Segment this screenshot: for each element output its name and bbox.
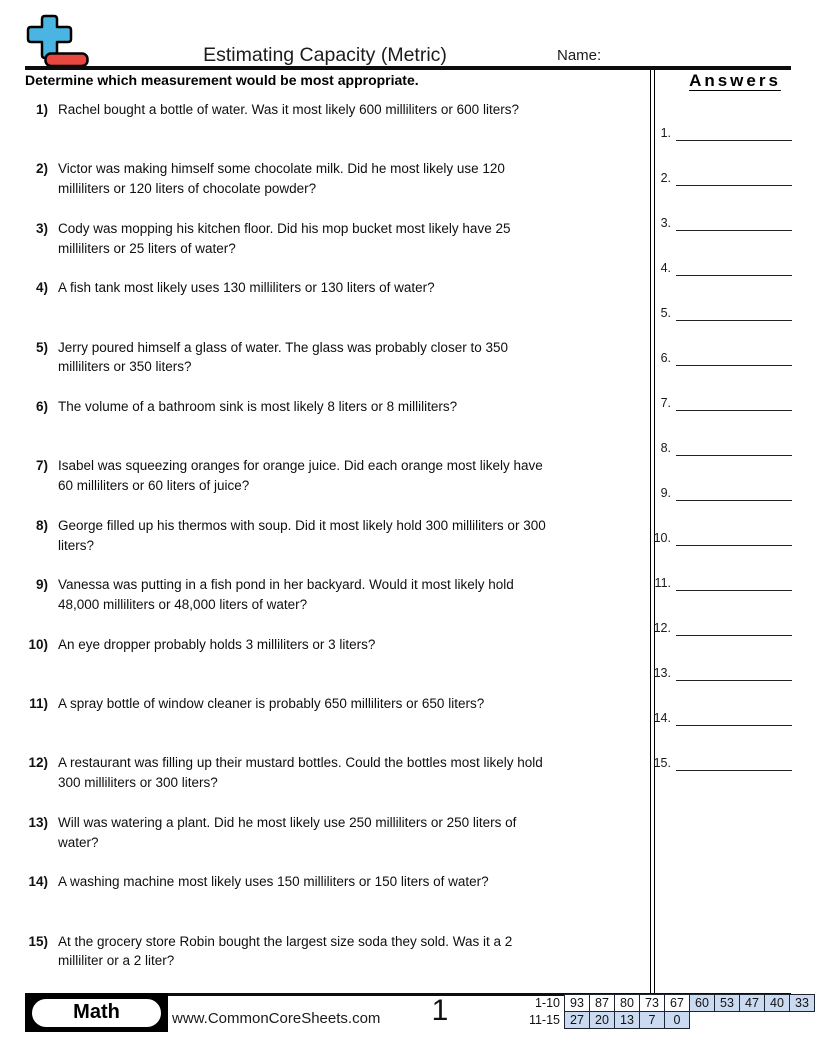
question-text [58, 219, 510, 258]
question-number: 3) [35, 220, 48, 236]
answer-number: 9. [660, 486, 671, 500]
answer-number: 11. [654, 576, 671, 590]
question-text-line: Rachel bought a bottle of water. Was it most likely 600 milliliters or 600 liters? [58, 102, 519, 117]
question-text-line: Cody was mopping his kitchen floor. Did his mop bucket most likely have 25 [58, 220, 511, 236]
question-text-line: At the grocery store Robin bought the largest size soda they sold. Was it a 2 [58, 933, 513, 949]
question-text-line: An eye dropper probably holds 3 milliliters or 3 liters? [58, 636, 376, 652]
answer-number: 10. [653, 531, 671, 545]
answer-blank-line [676, 392, 792, 411]
question-text-line: milliliter or a 2 liter? [58, 953, 175, 969]
name-label: Name: [557, 47, 602, 64]
score-grid-cell: 20 [589, 1011, 615, 1029]
score-grid-cell: 0 [664, 1011, 690, 1029]
question-text-line: Jerry poured himself a glass of water. The glass was probably closer to 350 [58, 339, 508, 355]
score-grid-cell: 40 [764, 994, 790, 1012]
question-number: 4) [35, 280, 48, 296]
question-text [58, 516, 546, 555]
question-number: 9) [35, 577, 48, 593]
question-number: 13) [28, 814, 48, 830]
answer-number: 8. [660, 441, 671, 455]
answer-number: 14. [653, 711, 671, 725]
header-rule [25, 66, 791, 70]
question-text-line: A spray bottle of window cleaner is probably 650 milliliters or 650 liters? [58, 696, 485, 711]
answer-blank-line [676, 572, 792, 591]
question-text-line: milliliters or 350 liters? [58, 359, 192, 375]
answer-number: 6. [660, 351, 671, 365]
question-text-line: Victor was making himself some chocolate milk. Did he most likely use 120 [58, 161, 505, 177]
score-grid-cell: 53 [714, 994, 740, 1012]
question-number: 8) [35, 517, 48, 533]
answer-blank-line [676, 482, 792, 501]
answer-item [652, 527, 792, 546]
score-grid-cell: 80 [614, 994, 640, 1012]
question-text-line: Isabel was squeezing oranges for orange juice. Did each orange most likely have [58, 458, 543, 474]
answer-blank-line [676, 347, 792, 366]
score-grid-cell: 47 [739, 994, 765, 1012]
score-grid-cell: 60 [689, 994, 715, 1012]
answer-item [652, 257, 792, 276]
answer-number: 2. [660, 171, 671, 185]
answer-number: 1. [660, 126, 671, 140]
answer-item [652, 752, 792, 771]
question-text-line: A restaurant was filling up their mustard bottles. Could the bottles most likely hold [58, 755, 543, 771]
question-number: 15) [28, 933, 48, 949]
question-text-line: 300 milliliters or 300 liters? [58, 775, 218, 791]
question-text-line: The volume of a bathroom sink is most likely 8 liters or 8 milliliters? [58, 399, 458, 414]
question-item [0, 694, 648, 714]
question-item [0, 932, 648, 971]
question-number: 5) [35, 339, 48, 355]
score-grid-row [524, 1011, 815, 1029]
answer-item [652, 617, 792, 636]
answer-item [652, 707, 792, 726]
question-text-line: Vanessa was putting in a fish pond in her backyard. Would it most likely hold [58, 577, 514, 593]
answer-number: 15. [653, 756, 671, 770]
question-item [0, 159, 648, 198]
question-item [0, 456, 648, 495]
question-text [58, 159, 505, 198]
score-grid-cell: 67 [664, 994, 690, 1012]
score-grid-row-label: 11-15 [528, 1013, 560, 1027]
question-item [0, 397, 648, 417]
answer-number: 12. [653, 621, 671, 635]
question-text [58, 278, 435, 298]
subject-label: Math [30, 997, 163, 1029]
question-text [58, 338, 508, 377]
answer-blank-line [676, 302, 792, 321]
answer-item [652, 572, 792, 591]
question-number: 12) [28, 755, 48, 771]
score-grid-cell: 93 [564, 994, 590, 1012]
question-text-line: water? [58, 834, 99, 850]
answer-item [652, 437, 792, 456]
answer-number: 4. [660, 261, 671, 275]
question-text-line: milliliters or 25 liters of water? [58, 240, 236, 256]
score-grid-row-label: 1-10 [534, 996, 560, 1010]
answer-item [652, 122, 792, 141]
score-grid-cell: 7 [639, 1011, 665, 1029]
score-grid-cell: 27 [564, 1011, 590, 1029]
question-item [0, 338, 648, 377]
question-text [58, 635, 375, 655]
question-text-line: 60 milliliters or 60 liters of juice? [58, 478, 250, 494]
answer-number: 13. [653, 666, 671, 680]
question-text [58, 456, 543, 495]
question-item [0, 753, 648, 792]
answer-blank-line [676, 752, 792, 771]
question-text [58, 100, 519, 120]
question-text-line: milliliters or 120 liters of chocolate powder? [58, 181, 317, 197]
answer-number: 5. [660, 306, 671, 320]
answer-item [652, 482, 792, 501]
answers-heading: Answers [689, 71, 781, 90]
question-number: 1) [35, 102, 48, 117]
question-text [58, 694, 484, 714]
answer-blank-line [676, 437, 792, 456]
question-number: 14) [28, 874, 48, 890]
question-item [0, 219, 648, 258]
question-text [58, 575, 514, 614]
question-item [0, 100, 648, 120]
question-item [0, 575, 648, 614]
answer-blank-line [676, 212, 792, 231]
question-text-line: A washing machine most likely uses 150 milliliters or 150 liters of water? [58, 874, 489, 890]
score-grid-cell: 33 [789, 994, 815, 1012]
answer-item [652, 347, 792, 366]
answer-item [652, 167, 792, 186]
question-number: 2) [35, 161, 48, 177]
question-item [0, 813, 648, 852]
question-text [58, 932, 512, 971]
question-number: 7) [35, 458, 48, 474]
score-grid-cell: 87 [589, 994, 615, 1012]
question-text-line: 48,000 milliliters or 48,000 liters of water? [58, 596, 308, 612]
question-text-line: Will was watering a plant. Did he most likely use 250 milliliters or 250 liters of [58, 814, 517, 830]
question-number: 11) [29, 696, 48, 711]
question-text [58, 872, 489, 892]
page-title: Estimating Capacity (Metric) [203, 44, 447, 66]
question-text [58, 813, 516, 852]
answer-item [652, 212, 792, 231]
question-item [0, 635, 648, 655]
question-text-line: liters? [58, 537, 95, 553]
answer-blank-line [676, 527, 792, 546]
answer-item [652, 302, 792, 321]
answer-number: 3. [660, 216, 671, 230]
answer-blank-line [676, 662, 792, 681]
question-number: 6) [35, 399, 48, 414]
answer-blank-line [676, 257, 792, 276]
answer-item [652, 662, 792, 681]
answer-number: 7. [660, 396, 671, 410]
answer-blank-line [676, 707, 792, 726]
score-grid-cell: 73 [639, 994, 665, 1012]
question-text [58, 753, 543, 792]
answer-blank-line [676, 122, 792, 141]
score-grid-cell: 13 [614, 1011, 640, 1029]
score-grid [524, 994, 815, 1029]
question-number: 10) [28, 636, 48, 652]
answer-blank-line [676, 167, 792, 186]
answer-blank-line [676, 617, 792, 636]
website-url: www.CommonCoreSheets.com [172, 1010, 381, 1027]
answer-item [652, 392, 792, 411]
subject-badge [25, 993, 168, 1032]
instruction-text: Determine which measurement would be most appropriate. [25, 72, 419, 88]
question-text-line: George filled up his thermos with soup. Did it most likely hold 300 milliliters or 300 [58, 517, 546, 533]
question-item [0, 278, 648, 298]
question-text [58, 397, 457, 417]
page-number: 1 [431, 994, 449, 1027]
question-item [0, 516, 648, 555]
question-text-line: A fish tank most likely uses 130 milliliters or 130 liters of water? [58, 280, 435, 296]
score-grid-row [524, 994, 815, 1012]
question-item [0, 872, 648, 892]
